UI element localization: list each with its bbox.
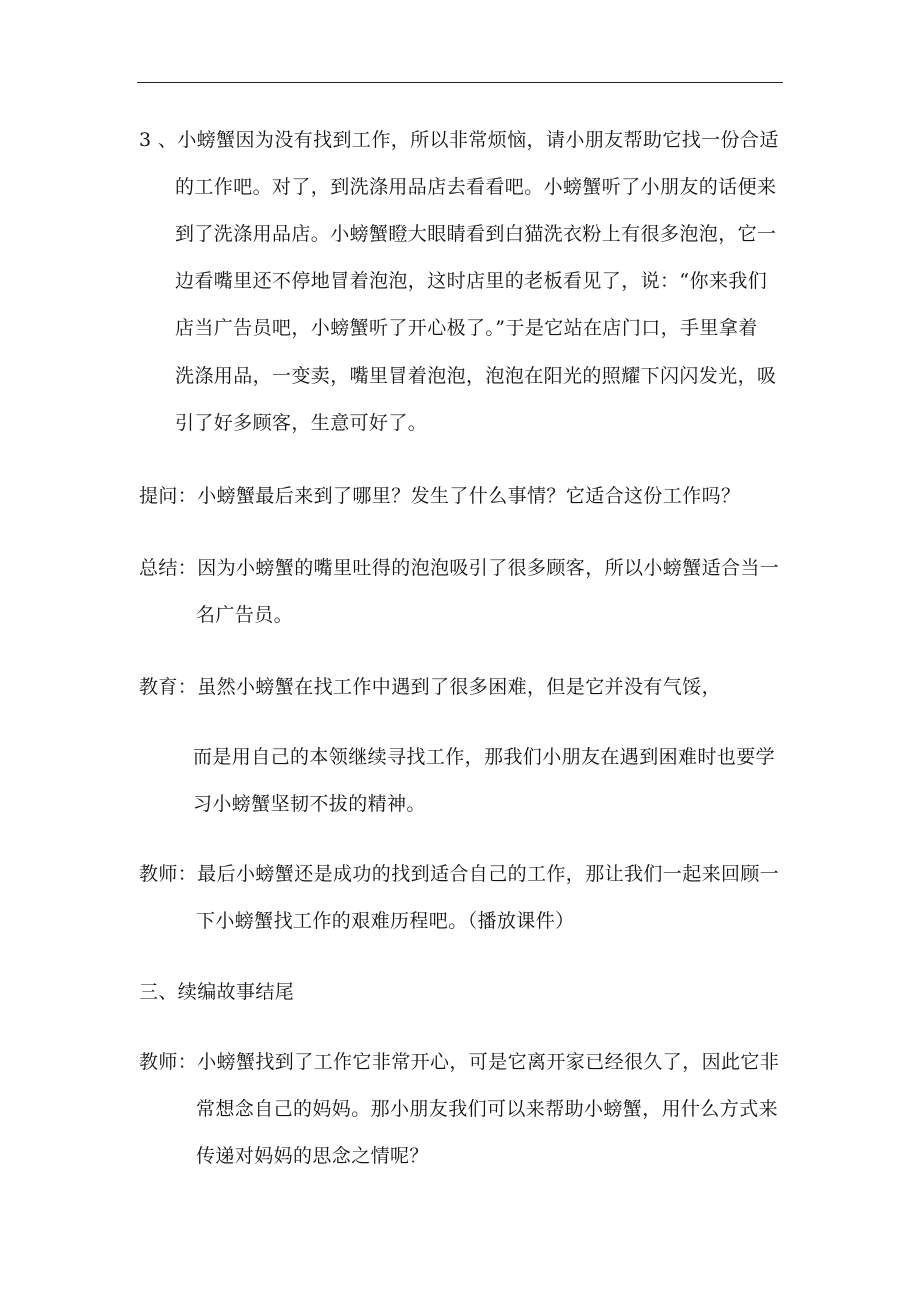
paragraph-3-line-6: 洗涤用品，一变卖，嘴里冒着泡泡，泡泡在阳光的照耀下闪闪发光，吸 — [175, 365, 777, 387]
teacher-2-line-1: 教师：小螃蟹找到了工作它非常开心，可是它离开家已经很久了，因此它非 — [139, 1051, 780, 1073]
teacher-2-line-3: 传递对妈妈的思念之情呢？ — [196, 1145, 429, 1167]
paragraph-3-line-5: 店当广告员吧，小螃蟹听了开心极了。”于是它站在店门口，手里拿着 — [175, 317, 758, 339]
education-line-2: 而是用自己的本领继续寻找工作，那我们小朋友在遇到困难时也要学 — [193, 746, 776, 768]
teacher-1-line-2: 下小螃蟹找工作的艰难历程吧。（播放课件） — [196, 910, 575, 932]
education-line-3: 习小螃蟹坚韧不拔的精神。 — [193, 793, 426, 815]
header-rule — [137, 82, 783, 83]
section-3-heading: 三、续编故事结尾 — [139, 981, 295, 1003]
paragraph-3-line-4: 边看嘴里还不停地冒着泡泡，这时店里的老板看见了，说：“你来我们 — [175, 270, 768, 292]
paragraph-3-line-2: 的工作吧。对了，到洗涤用品店去看看吧。小螃蟹听了小朋友的话便来 — [175, 176, 777, 198]
paragraph-3-line-1: 3 、小螃蟹因为没有找到工作，所以非常烦恼，请小朋友帮助它找一份合适 — [139, 129, 779, 151]
teacher-2-line-2: 常想念自己的妈妈。那小朋友我们可以来帮助小螃蟹，用什么方式来 — [196, 1098, 779, 1120]
summary-line-2: 名广告员。 — [196, 604, 294, 626]
paragraph-3-line-7: 引了好多顾客，生意可好了。 — [175, 412, 428, 434]
summary-line-1: 总结：因为小螃蟹的嘴里吐得的泡泡吸引了很多顾客，所以小螃蟹适合当一 — [139, 557, 780, 579]
question-line-1: 提问：小螃蟹最后来到了哪里？发生了什么事情？它适合这份工作吗？ — [139, 485, 741, 507]
education-line-1: 教育：虽然小螃蟹在找工作中遇到了很多困难，但是它并没有气馁， — [139, 676, 722, 698]
teacher-1-line-1: 教师：最后小螃蟹还是成功的找到适合自己的工作，那让我们一起来回顾一 — [139, 863, 780, 885]
paragraph-3-line-3: 到了洗涤用品店。小螃蟹瞪大眼睛看到白猫洗衣粉上有很多泡泡，它一 — [175, 223, 777, 245]
